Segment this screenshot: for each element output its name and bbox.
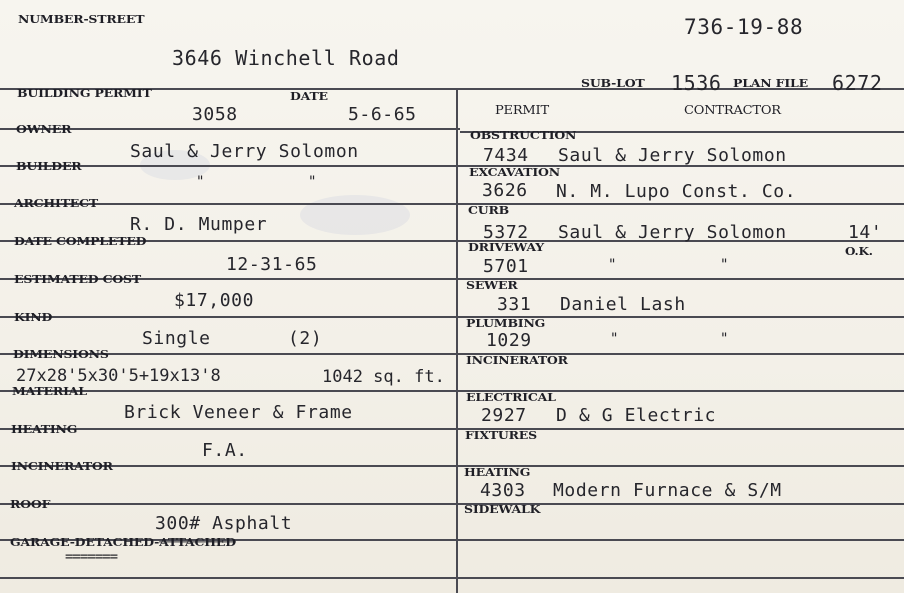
material-label: MATERIAL xyxy=(12,384,87,398)
driveway-ditto: " xyxy=(608,257,619,273)
rule xyxy=(0,390,904,392)
estimated-cost-value: $17,000 xyxy=(174,290,255,311)
heating-contractor: Modern Furnace & S/M xyxy=(553,480,782,501)
estimated-cost-label: ESTIMATED COST xyxy=(14,272,141,286)
ink-smudge xyxy=(300,195,410,235)
curb-note: 14' xyxy=(848,222,883,243)
kind-value: Single xyxy=(142,328,211,349)
heating-value: F.A. xyxy=(202,440,248,461)
architect-label: ARCHITECT xyxy=(14,196,98,210)
heating-right-label: HEATING xyxy=(464,465,531,479)
architect-value: R. D. Mumper xyxy=(130,214,268,235)
excavation-permit: 3626 xyxy=(482,180,528,201)
curb-permit: 5372 xyxy=(483,222,529,243)
column-divider xyxy=(456,88,458,593)
electrical-permit: 2927 xyxy=(481,405,527,426)
excavation-contractor: N. M. Lupo Const. Co. xyxy=(556,181,797,202)
kind-label: KIND xyxy=(14,310,53,324)
builder-ditto: " xyxy=(196,174,207,190)
plumbing-label: PLUMBING xyxy=(466,316,546,330)
card-number: 736-19-88 xyxy=(684,15,804,39)
contractor-column-header: CONTRACTOR xyxy=(684,104,781,118)
garage-label xyxy=(10,535,236,549)
rule xyxy=(0,465,904,467)
curb-contractor: Saul & Jerry Solomon xyxy=(558,222,787,243)
rule xyxy=(0,428,904,430)
incinerator-label: INCINERATOR xyxy=(11,459,113,473)
curb-ok: O.K. xyxy=(845,245,873,258)
plan-file-value: 6272 xyxy=(832,71,883,95)
electrical-contractor: D & G Electric xyxy=(556,405,717,426)
kind-count: (2) xyxy=(288,328,323,349)
sub-lot-label: SUB-LOT xyxy=(581,76,645,90)
curb-label: CURB xyxy=(468,203,510,217)
roof-label: ROOF xyxy=(10,497,51,511)
driveway-permit: 5701 xyxy=(483,256,529,277)
roof-value: 300# Asphalt xyxy=(155,513,293,534)
number-street-label: NUMBER-STREET xyxy=(18,12,145,26)
date-completed-value: 12-31-65 xyxy=(226,254,318,275)
date-value: 5-6-65 xyxy=(348,104,417,125)
heating-permit: 4303 xyxy=(480,480,526,501)
sub-lot-value: 1536 xyxy=(671,71,722,95)
sewer-contractor: Daniel Lash xyxy=(560,294,686,315)
electrical-label: ELECTRICAL xyxy=(466,390,556,404)
builder-ditto: " xyxy=(308,174,319,190)
plan-file-label: PLAN FILE xyxy=(733,76,808,90)
rule xyxy=(0,203,904,205)
sidewalk-label: SIDEWALK xyxy=(464,502,541,516)
rule xyxy=(0,577,904,579)
building-permit-value: 3058 xyxy=(192,104,238,125)
driveway-ditto: " xyxy=(720,257,731,273)
obstruction-permit: 7434 xyxy=(483,145,529,166)
dimensions-value: 27x28'5x30'5+19x13'8 xyxy=(16,366,221,386)
garage-attached-label: ATTACHED xyxy=(159,535,236,549)
heating-label: HEATING xyxy=(11,422,78,436)
plumbing-ditto: " xyxy=(610,331,621,347)
garage-detached-label: GARAGE-DETACHED- xyxy=(10,535,160,549)
dimensions-label: DIMENSIONS xyxy=(13,347,109,361)
obstruction-label: OBSTRUCTION xyxy=(470,128,577,142)
excavation-label: EXCAVATION xyxy=(469,165,560,179)
address-value: 3646 Winchell Road xyxy=(172,46,400,70)
material-value: Brick Veneer & Frame xyxy=(124,402,353,423)
building-permit-label: BUILDING PERMIT xyxy=(17,86,152,100)
sewer-label: SEWER xyxy=(466,278,518,292)
owner-label: OWNER xyxy=(16,122,72,136)
permit-column-header: PERMIT xyxy=(495,104,549,118)
sewer-permit: 331 xyxy=(497,294,532,315)
date-completed-label: DATE COMPLETED xyxy=(14,234,147,248)
date-label: DATE xyxy=(290,89,328,103)
plumbing-ditto: " xyxy=(720,331,731,347)
fixtures-label: FIXTURES xyxy=(465,428,537,442)
incinerator-right-label: INCINERATOR xyxy=(466,353,568,367)
area-value: 1042 sq. ft. xyxy=(322,367,445,387)
rule xyxy=(0,353,904,355)
plumbing-permit: 1029 xyxy=(486,330,532,351)
builder-label: BUILDER xyxy=(16,159,82,173)
rule xyxy=(0,503,904,505)
obstruction-contractor: Saul & Jerry Solomon xyxy=(558,145,787,166)
garage-marks: ======= xyxy=(65,549,118,565)
owner-value: Saul & Jerry Solomon xyxy=(130,141,359,162)
rule xyxy=(0,316,904,318)
driveway-label: DRIVEWAY xyxy=(468,240,544,254)
